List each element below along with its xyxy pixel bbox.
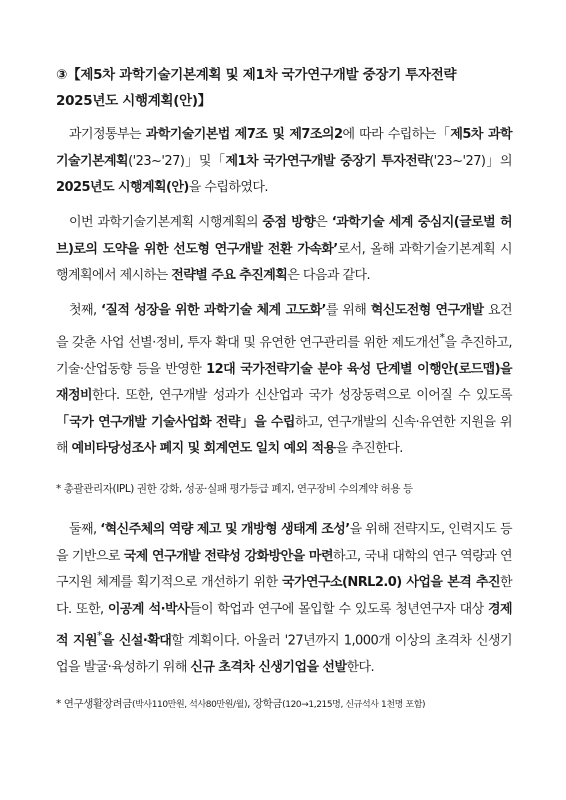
section-title	[56, 62, 526, 114]
section-title-line-2: 2025년도 시행계획(안)】	[56, 93, 211, 109]
section-title-line-1: ③【제5차 과학기술기본계획 및 제1차 국가연구개발 중장기 투자전략	[56, 67, 457, 83]
footnote-marker: *	[439, 330, 445, 344]
paragraph-intro: 과기정통부는 과학기술기본법 제7조 및 제7조의2에 따라 수립하는「제5차 과학기술기본계획('23~'27)」및「제1차 국가연구개발 중장기 투자전략('23~'27)」의 2025년도 시행계획(안)을 수립하였다.	[56, 127, 512, 196]
paragraph-first-strategy: 첫째, ‘질적 성장을 위한 과학기술 체계 고도화’를 위해 혁신도전형 연구개발 요건을 갖춘 사업 선별·정비, 투자 확대 및 유연한 연구관리를 위한 제도개선*을 추진하고, 기술·산업동향 등을 반영한 12대 국가전략기술 분야 육성 단계별 이행안(로드맵)을 재정비한다. 또한, 연구개발 성과가 신산업과 국가 성장동력으로 이어질 수 있도록 「국가 연구개발 기술사업화 전략」을 수립하고, 연구개발의 신속·유연한 지원을 위해 예비타당성조사 폐지 및 회계연도 일치 예외 적용을 추진한다.	[56, 303, 513, 457]
footnote-2: * 연구생활장려금(박사110만원, 석사80만원/월), 장학금(120→1,215명, 신규석사 1천명 포함)	[56, 698, 426, 710]
paragraph-second-strategy: 둘째, ‘혁신주체의 역량 제고 및 개방형 생태계 조성’을 위해 전략지도, 인력지도 등을 기반으로 국제 연구개발 전략성 강화방안을 마련하고, 국내 대학의 연구 역량과 연구지원 체계를 획기적으로 개선하기 위한 국가연구소(NRL2.0) 사업을 본격 추진한다. 또한, 이공계 석·박사들이 학업과 연구에 몰입할 수 있도록 청년연구자 대상 경제적 지원*을 신설·확대할 계획이다. 아울러 '27년까지 1,000개 이상의 초격차 신생기업을 발굴·육성하기 위해 신규 초격차 신생기업을 선발한다.	[56, 522, 513, 676]
paragraph-focus-direction: 이번 과학기술기본계획 시행계획의 중점 방향은 ‘과학기술 세계 중심지(글로벌 허브)로의 도약을 위한 선도형 연구개발 전환 가속화’로서, 올해 과학기술기본계획 시행계획에서 제시하는 전략별 주요 추진계획은 다음과 같다.	[56, 215, 513, 284]
footnote-marker: *	[97, 629, 102, 643]
footnote-1: * 총괄관리자(IPL) 권한 강화, 성공·실패 평가등급 폐지, 연구장비 수의계약 허용 등	[56, 483, 413, 495]
